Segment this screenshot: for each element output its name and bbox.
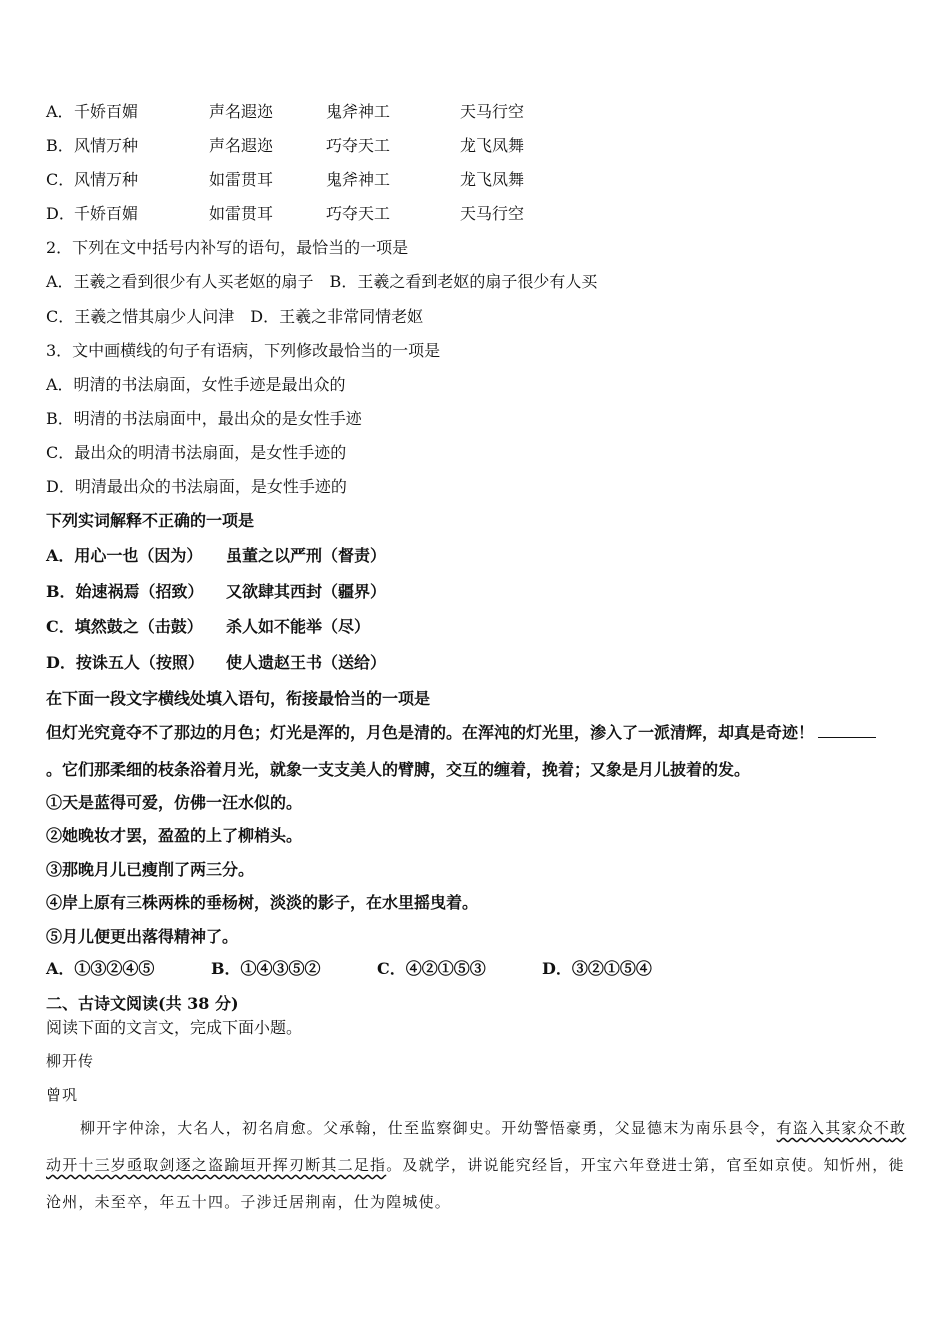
q5-passage-line2: 。它们那柔细的枝条浴着月光，就象一支支美人的臂膊，交互的缠着，挽着；又象是月儿披着的发。 xyxy=(46,760,751,779)
q3-option-c: C．最出众的明清书法扇面，是女性手迹的 xyxy=(46,443,347,462)
section-instruction: 阅读下面的文言文，完成下面小题。 xyxy=(46,1018,303,1037)
q5-item-1: ①天是蓝得可爱，仿佛一汪水似的。 xyxy=(46,793,303,812)
q5-passage-line1: 但灯光究竟夺不了那边的月色；灯光是浑的，月色是清的。在浑沌的灯光里，渗入了一派清辉，却真是奇迹！ xyxy=(46,723,876,743)
answer-blank xyxy=(818,723,876,738)
q4-stem: 下列实词解释不正确的一项是 xyxy=(46,511,255,530)
q5-item-4: ④岸上原有三株两株的垂杨树，淡淡的影子，在水里摇曳着。 xyxy=(46,893,479,912)
q3-stem: 3．文中画横线的句子有语病，下列修改最恰当的一项是 xyxy=(46,341,441,360)
underlined-sentence: 有盗入其家众不敢动开十三岁亟取剑逐之盗踰垣开挥刃断其二足指 xyxy=(46,1119,907,1174)
q3-option-a: A．明清的书法扇面，女性手迹是最出众的 xyxy=(46,375,346,394)
q5-stem: 在下面一段文字横线处填入语句，衔接最恰当的一项是 xyxy=(46,689,431,708)
q3-option-b: B．明清的书法扇面中，最出众的是女性手迹 xyxy=(46,409,362,428)
q2-options-row1: A．王羲之看到很少有人买老妪的扇子 B．王羲之看到老妪的扇子很少有人买 xyxy=(46,272,598,291)
section-heading: 二、古诗文阅读(共 38 分) xyxy=(46,994,239,1013)
q2-stem: 2．下列在文中括号内补写的语句，最恰当的一项是 xyxy=(46,238,409,257)
essay-title: 柳开传 xyxy=(46,1052,95,1070)
q5-item-2: ②她晚妆才罢，盈盈的上了柳梢头。 xyxy=(46,826,303,845)
q2-options-row2: C．王羲之惜其扇少人问津 D．王羲之非常同情老妪 xyxy=(46,307,424,326)
essay-paragraph: 柳开字仲涂，大名人，初名肩愈。父承翰，仕至监察御史。开幼警悟豪勇，父显德末为南乐县令，有盗入其家众不敢动开十三岁亟取剑逐之盗踰垣开挥刃断其二足指。及就学，讲说能究经旨，开宝六年登进士第，官至如京使。知忻州，徙沧州，未至卒，年五十四。子涉迁居荆南，仕为隍城使。 xyxy=(46,1119,907,1211)
document-page: A． 千娇百媚 声名遐迩 鬼斧神工 天马行空 B． 风情万种 声名遐迩 巧夺天工 龙飞凤舞 C． 风情万种 如雷贯耳 鬼斧神工 龙飞凤舞 D． 千娇百媚 如雷贯耳 巧夺天工 天马行空 2．下列在文中括号内补写的语句，最恰当的一项是 A．王羲之看到很少有人买老妪的扇子 B．王羲之看到老妪的扇子很少有人买 C．王羲之惜其扇少人问津 D．王羲之非常同情老妪 3．文中画横线的句子有语病，下列修改最恰当的一项是 A．明清的书法扇面，女性手迹是最出众的 B．明清的书法扇面中，最出众的是女性手迹 C．最出众的明清书法扇面，是女性手迹的 D．明清最出众的书法扇面，是女性手迹的 下列实词解释不正确的一项是 A．用心一也（因为） 虽董之以严刑（督责） B．始速祸焉（招致） 又欲肆其西封（疆界） C．填然鼓之（击鼓） 杀人如不能举（尽） D．按诛五人（按照） 使人遗赵王书（送给） 在下面一段文字横线处填入语句，衔接最恰当的一项是 但灯光究竟夺不了那边的月色；灯光是浑的，月色是清的。在浑沌的灯光里，渗入了一派清辉，却真是奇迹！ 。它们那柔细的枝条浴着月光，就象一支支美人的臂膊，交互的缠着，挽着；又象是月儿披着的发。 ①天是蓝得可爱，仿佛一汪水似的。 ②她晚妆才罢，盈盈的上了柳梢头。 ③那晚月儿已瘦削了两三分。 ④岸上原有三株两株的垂杨树，淡淡的影子，在水里摇曳着。 ⑤月儿便更出落得精神了。 A．①③②④⑤ B．①④③⑤② C．④②①⑤③ D．③②①⑤④ 二、古诗文阅读(共 38 分) 阅读下面的文言文，完成下面小题。 柳开传 曾巩 柳开字仲涂，大名人，初名肩愈。父承翰，仕至监察御史。开幼警悟豪勇，父显德末为南乐县令，有盗入其家众不敢动开十三岁亟取剑逐之盗踰垣开挥刃断其二足指。及就学，讲说能究经旨，开宝六年登进士第，官至如京使。知忻州，徙沧州，未至卒，年五十四。子涉迁居荆南，仕为隍城使。 xyxy=(0,0,950,1344)
q3-option-d: D．明清最出众的书法扇面，是女性手迹的 xyxy=(46,477,347,496)
q5-item-3: ③那晚月儿已瘦削了两三分。 xyxy=(46,860,255,879)
q5-item-5: ⑤月儿便更出落得精神了。 xyxy=(46,927,239,946)
essay-author: 曾巩 xyxy=(46,1086,79,1104)
